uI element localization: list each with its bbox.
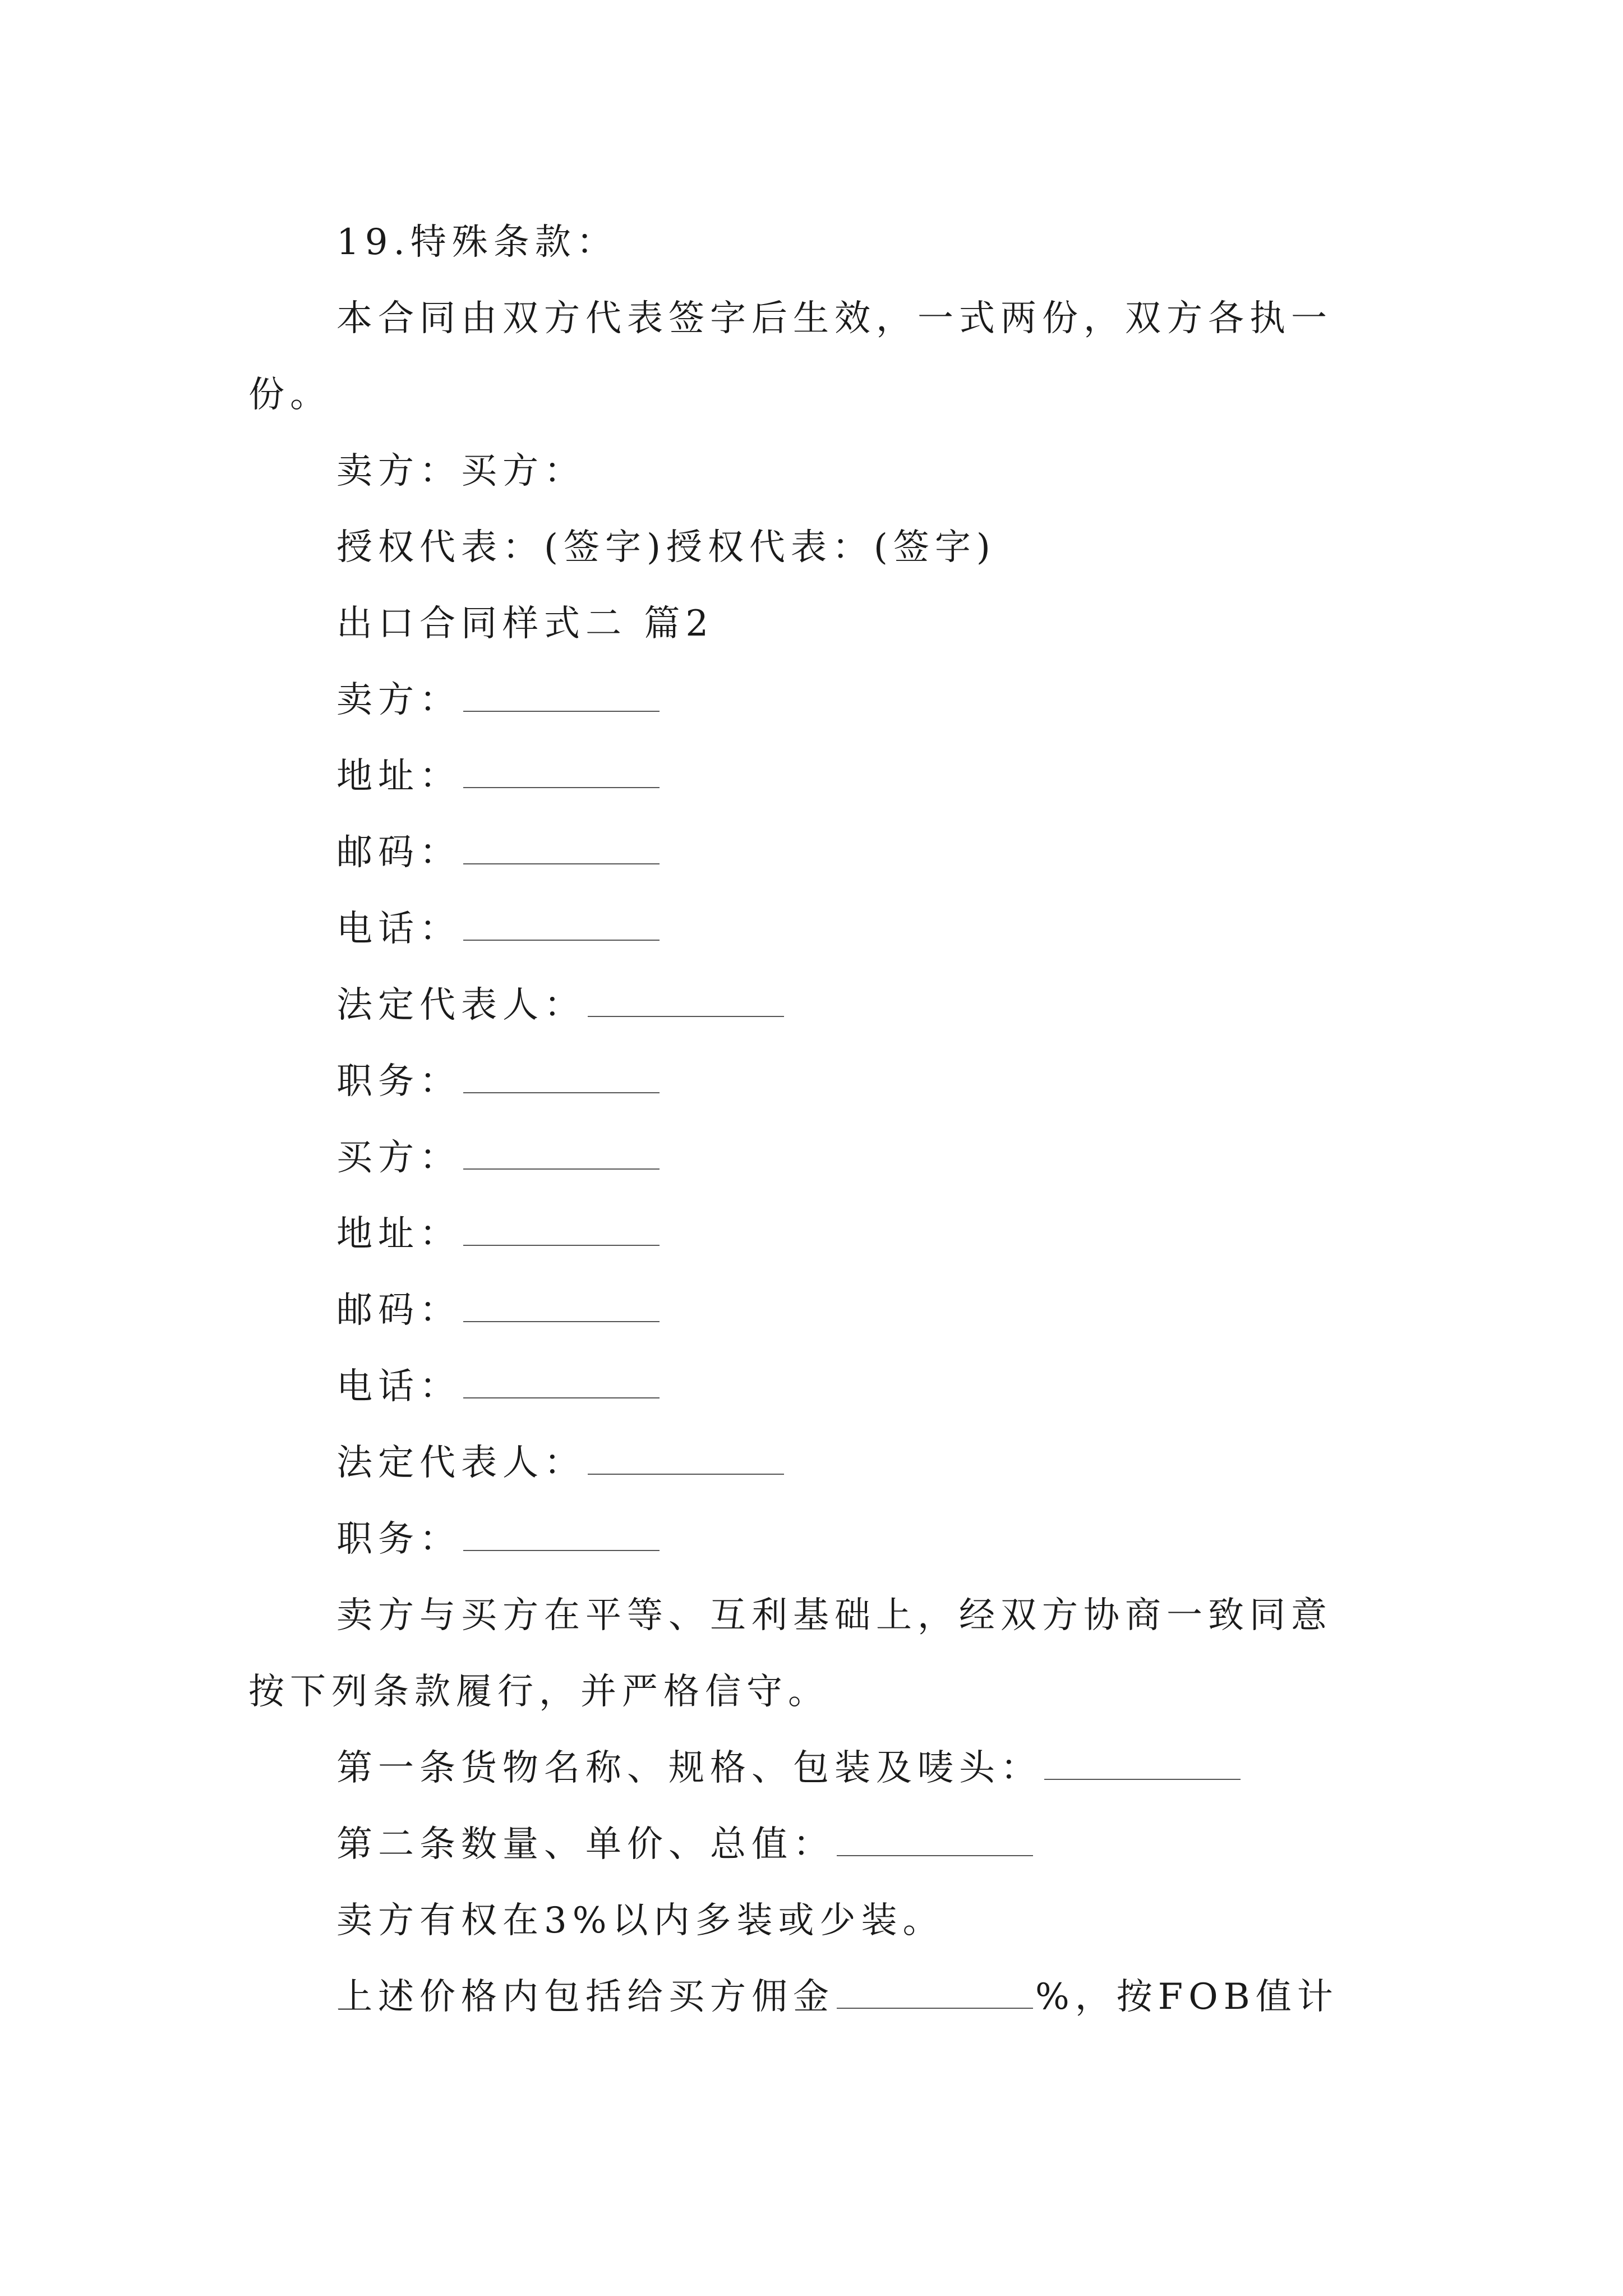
seller-legal-rep-blank — [588, 1016, 784, 1017]
buyer-postcode-blank — [463, 1321, 660, 1322]
clause-19-text: 本合同由双方代表签字后生效，一式两份，双方各执一 — [336, 298, 1332, 339]
article-2 — [336, 1822, 1035, 1867]
commission-text-start: 上述价格内包括给买方佣金 — [336, 1976, 834, 2018]
article-1 — [336, 1746, 1243, 1791]
commission-blank — [837, 2008, 1033, 2009]
seller-address-blank — [463, 787, 660, 788]
seller-phone-blank — [463, 940, 660, 941]
buyer-address-field — [336, 1212, 662, 1257]
seller-position-field — [336, 1059, 662, 1104]
clause-19-heading: 19.特殊条款： — [336, 222, 618, 263]
tolerance-text: 卖方有权在3%以内多装或少装。 — [336, 1900, 944, 1941]
seller-phone-field — [336, 907, 662, 951]
buyer-address-blank — [463, 1245, 660, 1246]
seller-position-label: 职务： — [336, 1061, 461, 1102]
seller-label: 卖方： — [336, 679, 461, 721]
buyer-phone-field — [336, 1364, 662, 1409]
buyer-position-blank — [463, 1550, 660, 1551]
seller-postcode-field — [336, 830, 662, 875]
parties-line: 卖方：买方： — [336, 450, 585, 492]
article-1-blank — [1044, 1779, 1241, 1780]
buyer-phone-label: 电话： — [336, 1366, 461, 1407]
preamble-text: 卖方与买方在平等、互利基础上，经双方协商一致同意 — [336, 1595, 1332, 1636]
seller-legal-rep-field — [336, 983, 786, 1028]
commission-text-end: %，按FOB值计 — [1035, 1976, 1339, 2018]
seller-field — [336, 678, 662, 723]
buyer-label: 买方： — [336, 1137, 461, 1179]
seller-postcode-label: 邮码： — [336, 832, 461, 873]
buyer-legal-rep-blank — [588, 1474, 784, 1475]
article-1-text: 第一条货物名称、规格、包装及唛头： — [336, 1747, 1042, 1789]
buyer-field — [336, 1135, 662, 1180]
commission-text — [336, 1975, 1339, 2019]
article-2-text: 第二条数量、单价、总值： — [336, 1824, 834, 1865]
buyer-legal-rep-label: 法定代表人： — [336, 1442, 585, 1484]
seller-postcode-blank — [463, 863, 660, 864]
buyer-position-label: 职务： — [336, 1519, 461, 1560]
buyer-address-label: 地址： — [336, 1213, 461, 1255]
seller-phone-label: 电话： — [336, 908, 461, 950]
article-2-blank — [837, 1855, 1033, 1856]
seller-address-label: 地址： — [336, 756, 461, 797]
buyer-legal-rep-field — [336, 1441, 786, 1485]
buyer-postcode-label: 邮码： — [336, 1290, 461, 1331]
seller-position-blank — [463, 1092, 660, 1093]
clause-19-text-cont: 份。 — [248, 374, 331, 416]
section-title: 出口合同样式二 篇2 — [336, 603, 714, 645]
preamble-text-cont: 按下列条款履行，并严格信守。 — [248, 1671, 829, 1713]
seller-address-field — [336, 754, 662, 799]
seller-legal-rep-label: 法定代表人： — [336, 984, 585, 1026]
buyer-postcode-field — [336, 1288, 662, 1333]
buyer-position-field — [336, 1517, 662, 1562]
signature-line: 授权代表：(签字)授权代表：(签字) — [336, 527, 996, 568]
buyer-phone-blank — [463, 1397, 660, 1398]
buyer-blank — [463, 1168, 660, 1170]
seller-blank — [463, 711, 660, 712]
